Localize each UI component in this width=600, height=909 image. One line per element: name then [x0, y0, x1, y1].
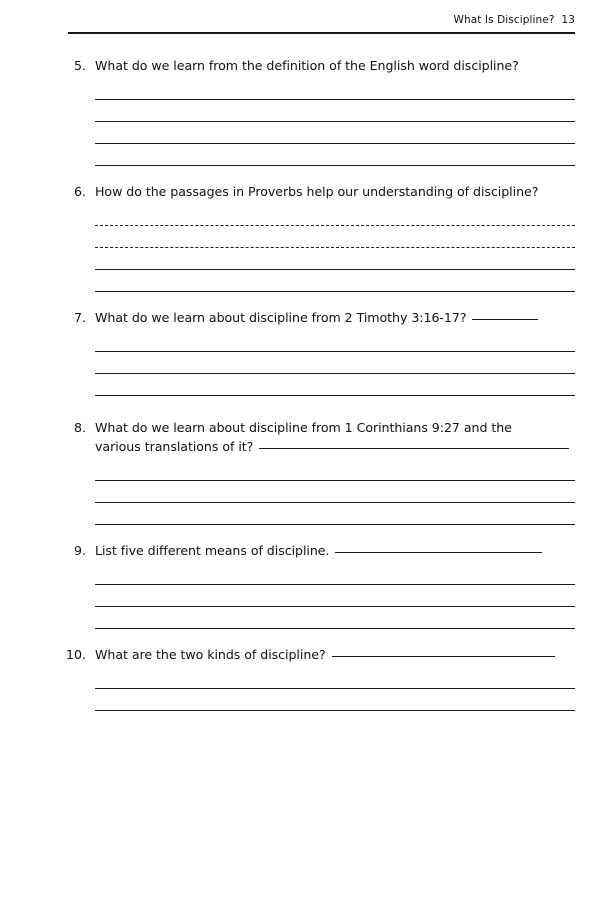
- question-list: [0, 56, 600, 711]
- question-item: [0, 541, 600, 629]
- answer-lines: [0, 78, 600, 166]
- question-number: 7.: [73, 310, 86, 325]
- answer-line[interactable]: [95, 226, 575, 248]
- question-head: [0, 418, 600, 456]
- answer-line[interactable]: [95, 459, 575, 481]
- question-spacer: [0, 525, 600, 541]
- answer-line[interactable]: [95, 374, 575, 396]
- answer-inline-rule[interactable]: [332, 656, 555, 657]
- answer-line[interactable]: [95, 78, 575, 100]
- header-divider-rule: [68, 32, 575, 34]
- answer-line[interactable]: [95, 481, 575, 503]
- answer-line[interactable]: [95, 100, 575, 122]
- running-header: [68, 14, 575, 36]
- question-spacer: [0, 292, 600, 308]
- answer-lines: [0, 563, 600, 629]
- question-text-line: What are the two kinds of discipline?: [95, 645, 575, 664]
- answer-lines: [0, 459, 600, 525]
- question-text-line: How do the passages in Proverbs help our understanding of discipline?: [95, 184, 539, 199]
- question-number: 9.: [73, 543, 86, 558]
- answer-line[interactable]: [95, 585, 575, 607]
- question-number: 8.: [73, 420, 86, 435]
- question-number: 10.: [65, 647, 86, 662]
- answer-line[interactable]: [95, 122, 575, 144]
- answer-inline-rule[interactable]: [335, 552, 542, 553]
- answer-line[interactable]: [95, 330, 575, 352]
- answer-inline-rule[interactable]: [472, 319, 538, 320]
- answer-line[interactable]: [95, 204, 575, 226]
- answer-line[interactable]: [95, 667, 575, 689]
- question-number: 5.: [73, 58, 86, 73]
- question-text-line: List five different means of discipline.: [95, 541, 575, 560]
- answer-inline-rule[interactable]: [259, 448, 569, 449]
- question-item: [0, 308, 600, 396]
- question-spacer: [0, 629, 600, 645]
- question-item: [0, 182, 600, 292]
- question-number: 6.: [73, 184, 86, 199]
- question-text-line: various translations of it?: [95, 437, 575, 456]
- question-spacer: [0, 396, 600, 418]
- answer-line[interactable]: [95, 689, 575, 711]
- question-item: [0, 418, 600, 525]
- header-title-and-page: What Is Discipline? 13: [453, 14, 575, 26]
- answer-line[interactable]: [95, 144, 575, 166]
- question-item: [0, 56, 600, 166]
- question-item: [0, 645, 600, 711]
- question-head: [0, 541, 600, 560]
- question-spacer: [0, 166, 600, 182]
- question-head: [0, 182, 600, 201]
- question-text-line: What do we learn about discipline from 2 Timothy 3:16-17?: [95, 308, 575, 327]
- answer-line[interactable]: [95, 270, 575, 292]
- question-head: [0, 56, 600, 75]
- question-head: [0, 308, 600, 327]
- question-text-line: What do we learn about discipline from 1 Corinthians 9:27 and the: [95, 420, 512, 435]
- question-text-line: What do we learn from the definition of the English word discipline?: [95, 58, 519, 73]
- question-head: [0, 645, 600, 664]
- answer-line[interactable]: [95, 248, 575, 270]
- answer-line[interactable]: [95, 563, 575, 585]
- answer-line[interactable]: [95, 352, 575, 374]
- answer-lines: [0, 204, 600, 292]
- answer-lines: [0, 330, 600, 396]
- answer-line[interactable]: [95, 503, 575, 525]
- answer-line[interactable]: [95, 607, 575, 629]
- answer-lines: [0, 667, 600, 711]
